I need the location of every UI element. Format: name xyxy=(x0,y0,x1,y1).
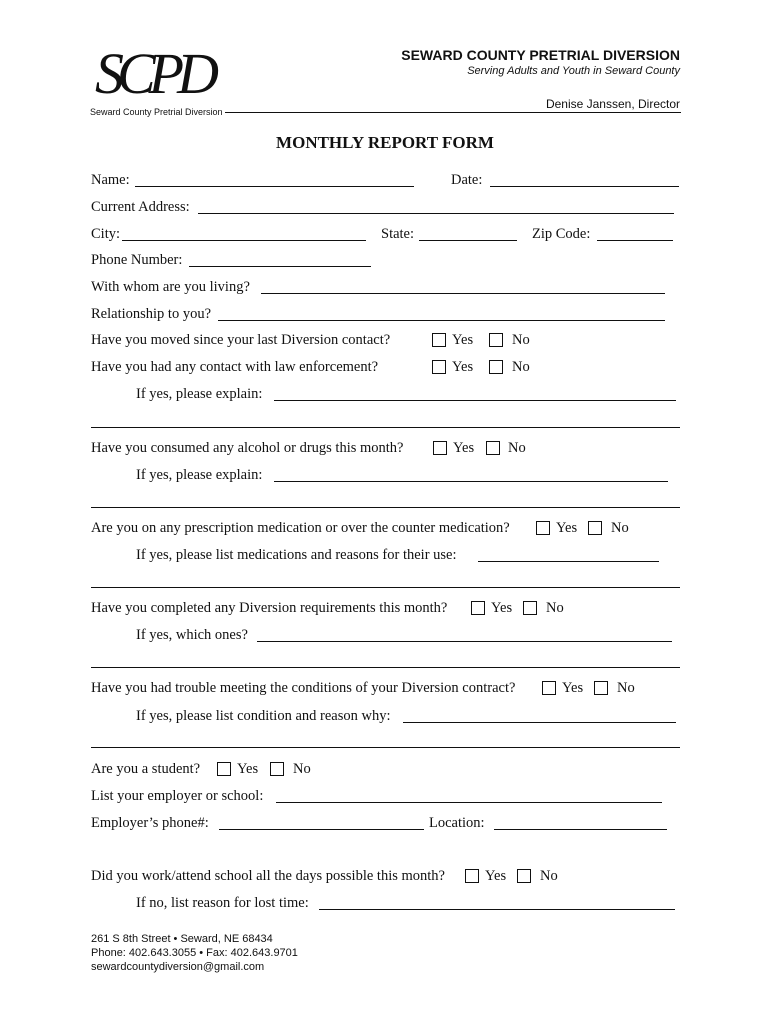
medication-explain-input[interactable] xyxy=(478,561,659,562)
director: Denise Janssen, Director xyxy=(545,97,680,111)
requirements-explain-line-2[interactable] xyxy=(91,667,680,668)
law-no-checkbox[interactable] xyxy=(489,360,503,374)
alcohol-no-checkbox[interactable] xyxy=(486,441,500,455)
attend-yes-checkbox[interactable] xyxy=(465,869,479,883)
attend-question: Did you work/attend school all the days possible this month? xyxy=(91,868,445,884)
moved-question: Have you moved since your last Diversion contact? xyxy=(91,332,391,348)
trouble-explain-label: If yes, please list condition and reason why: xyxy=(136,708,391,724)
name-input[interactable] xyxy=(135,186,414,187)
law-explain-input[interactable] xyxy=(274,400,676,401)
medication-no-label: No xyxy=(611,520,629,536)
medication-explain-line-2[interactable] xyxy=(91,587,680,588)
student-yes-checkbox[interactable] xyxy=(217,762,231,776)
alcohol-no-label: No xyxy=(508,440,526,456)
medication-yes-label: Yes xyxy=(556,520,578,536)
medication-yes-checkbox[interactable] xyxy=(536,521,550,535)
medication-explain-label: If yes, please list medications and reasons for their use: xyxy=(136,547,457,563)
employer-input[interactable] xyxy=(276,802,662,803)
city-input[interactable] xyxy=(122,240,366,241)
logo-subtitle: Seward County Pretrial Diversion xyxy=(90,107,223,117)
relationship-input[interactable] xyxy=(218,320,665,321)
living-with-input[interactable] xyxy=(261,293,665,294)
requirements-question: Have you completed any Diversion requirements this month? xyxy=(91,600,448,616)
location-label: Location: xyxy=(429,815,485,831)
footer-phone: Phone: 402.643.3055 • Fax: 402.643.9701 xyxy=(91,947,298,959)
name-label: Name: xyxy=(91,172,130,188)
attend-explain-label: If no, list reason for lost time: xyxy=(136,895,309,911)
alcohol-explain-label: If yes, please explain: xyxy=(136,467,263,483)
requirements-no-label: No xyxy=(546,600,564,616)
law-explain-label: If yes, please explain: xyxy=(136,386,263,402)
alcohol-explain-line-2[interactable] xyxy=(91,507,680,508)
employer-phone-input[interactable] xyxy=(219,829,424,830)
student-no-checkbox[interactable] xyxy=(270,762,284,776)
footer-email: sewardcountydiversion@gmail.com xyxy=(91,961,265,973)
law-question: Have you had any contact with law enforcement? xyxy=(91,359,379,375)
employer-phone-label: Employer’s phone#: xyxy=(91,815,209,831)
law-yes-checkbox[interactable] xyxy=(432,360,446,374)
attend-yes-label: Yes xyxy=(485,868,507,884)
moved-no-checkbox[interactable] xyxy=(489,333,503,347)
address-label: Current Address: xyxy=(91,199,190,215)
alcohol-yes-label: Yes xyxy=(453,440,475,456)
attend-no-checkbox[interactable] xyxy=(517,869,531,883)
moved-yes-checkbox[interactable] xyxy=(432,333,446,347)
employer-label: List your employer or school: xyxy=(91,788,264,804)
trouble-no-checkbox[interactable] xyxy=(594,681,608,695)
city-label: City: xyxy=(91,226,121,242)
org-name: SEWARD COUNTY PRETRIAL DIVERSION xyxy=(401,47,680,63)
living-with-label: With whom are you living? xyxy=(91,279,250,295)
tagline: Serving Adults and Youth in Seward County xyxy=(467,65,680,77)
logo-text: SCPD xyxy=(95,41,212,106)
law-yes-label: Yes xyxy=(452,359,474,375)
footer-address: 261 S 8th Street • Seward, NE 68434 xyxy=(91,933,273,945)
student-no-label: No xyxy=(293,761,311,777)
requirements-explain-input[interactable] xyxy=(257,641,672,642)
state-label: State: xyxy=(381,226,415,242)
address-input[interactable] xyxy=(198,213,674,214)
trouble-question: Have you had trouble meeting the conditions of your Diversion contract? xyxy=(91,680,516,696)
form-title: MONTHLY REPORT FORM xyxy=(276,133,494,152)
trouble-explain-line-2[interactable] xyxy=(91,747,680,748)
student-question: Are you a student? xyxy=(91,761,201,777)
trouble-explain-input[interactable] xyxy=(403,722,676,723)
alcohol-yes-checkbox[interactable] xyxy=(433,441,447,455)
state-input[interactable] xyxy=(419,240,517,241)
zip-input[interactable] xyxy=(597,240,673,241)
phone-label: Phone Number: xyxy=(91,252,183,268)
attend-no-label: No xyxy=(540,868,558,884)
medication-no-checkbox[interactable] xyxy=(588,521,602,535)
alcohol-explain-input[interactable] xyxy=(274,481,668,482)
requirements-yes-checkbox[interactable] xyxy=(471,601,485,615)
law-no-label: No xyxy=(512,359,530,375)
trouble-yes-checkbox[interactable] xyxy=(542,681,556,695)
moved-no-label: No xyxy=(512,332,530,348)
logo xyxy=(95,41,212,106)
phone-input[interactable] xyxy=(189,266,371,267)
date-input[interactable] xyxy=(490,186,679,187)
relationship-label: Relationship to you? xyxy=(91,306,212,322)
student-yes-label: Yes xyxy=(237,761,259,777)
moved-yes-label: Yes xyxy=(452,332,474,348)
trouble-no-label: No xyxy=(617,680,635,696)
zip-label: Zip Code: xyxy=(532,226,591,242)
medication-question: Are you on any prescription medication or over the counter medication? xyxy=(91,520,510,536)
header-rule xyxy=(225,112,681,113)
attend-explain-input[interactable] xyxy=(319,909,675,910)
trouble-yes-label: Yes xyxy=(562,680,584,696)
law-explain-line-2[interactable] xyxy=(91,427,680,428)
footer xyxy=(91,932,298,974)
requirements-yes-label: Yes xyxy=(491,600,513,616)
requirements-explain-label: If yes, which ones? xyxy=(136,627,248,643)
date-label: Date: xyxy=(451,172,483,188)
alcohol-question: Have you consumed any alcohol or drugs this month? xyxy=(91,440,404,456)
location-input[interactable] xyxy=(494,829,667,830)
requirements-no-checkbox[interactable] xyxy=(523,601,537,615)
